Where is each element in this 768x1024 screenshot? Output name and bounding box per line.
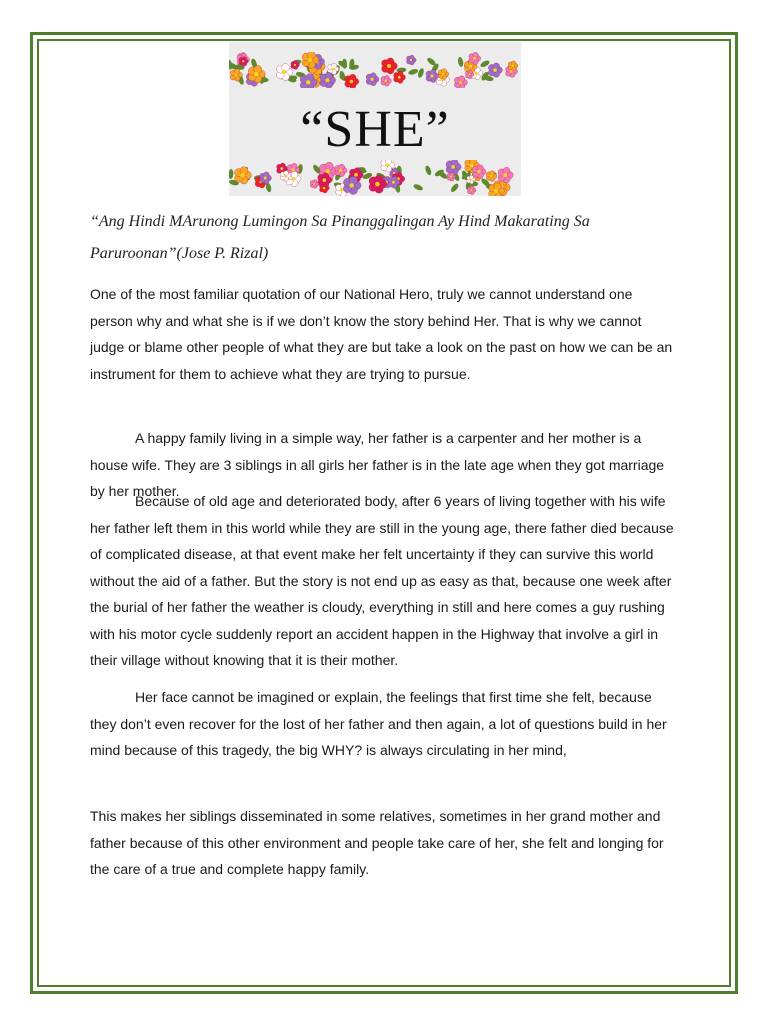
epigraph-quote: “Ang Hindi MArunong Lumingon Sa Pinanggalingan Ay Hind Makarating Sa Paruroonan”(Jose P. Rizal): [90, 213, 590, 262]
flower-icon: [407, 55, 417, 65]
flower-border-bottom-icon: [229, 160, 521, 196]
flower-icon: [498, 167, 513, 183]
flower-icon: [394, 71, 406, 83]
paragraph-3: Because of old age and deteriorated body, after 6 years of living together with his wife her father left them in this world while they are still in the young age, there father died because of complicated disease, at that event make her felt uncertainty if they can survive this world without the aid of a father. But the story is not end up as easy as that, because one week after the burial of her father the weather is cloudy, everything in still and here comes a guy rushing with his motor cycle suddenly report an accident happen in the Highway that involve a girl in their village without knowing that it is their mother.: [90, 493, 674, 668]
paragraph-4: Her face cannot be imagined or explain, the feelings that first time she felt, because they don’t even recover for the lost of her father and then again, a lot of questions build in her mind because of this tragedy, the big WHY? is always circulating in her mind,: [90, 689, 667, 758]
flower-icon: [366, 73, 379, 86]
flower-icon: [473, 165, 486, 179]
banner-title: “SHE”: [300, 101, 450, 158]
flower-icon: [235, 167, 252, 184]
flower-icon: [382, 58, 398, 74]
paragraph-1: One of the most familiar quotation of our National Hero, truly we cannot understand one person why and what she is if we don’t know the story behind Her. That is why we cannot judge or blame other people of what they are but take a look on the past on how we can be an instrument for them to achieve what they are trying to pursue.: [90, 286, 673, 382]
flower-border-top-icon: [229, 52, 521, 88]
paragraph-2: A happy family living in a simple way, her father is a carpenter and her mother is a house wife. They are 3 siblings in all girls her father is in the late age when they got marriage by her mother.: [90, 430, 665, 499]
flower-icon: [468, 186, 476, 195]
paragraph-5: This makes her siblings disseminated in some relatives, sometimes in her grand mother and father because of this other environment and people take care of her, she felt and longing for the care of a true and complete happy family.: [90, 808, 664, 877]
flower-icon: [486, 171, 497, 182]
flower-icon: [446, 160, 461, 175]
flower-icon: [488, 63, 502, 77]
flower-icon: [454, 76, 467, 88]
flower-icon: [469, 52, 481, 64]
flower-icon: [381, 75, 392, 86]
title-banner: [229, 42, 521, 196]
flower-icon: [335, 164, 347, 177]
flower-icon: [310, 180, 318, 189]
flower-icon: [345, 74, 359, 88]
flower-icon: [260, 172, 272, 184]
